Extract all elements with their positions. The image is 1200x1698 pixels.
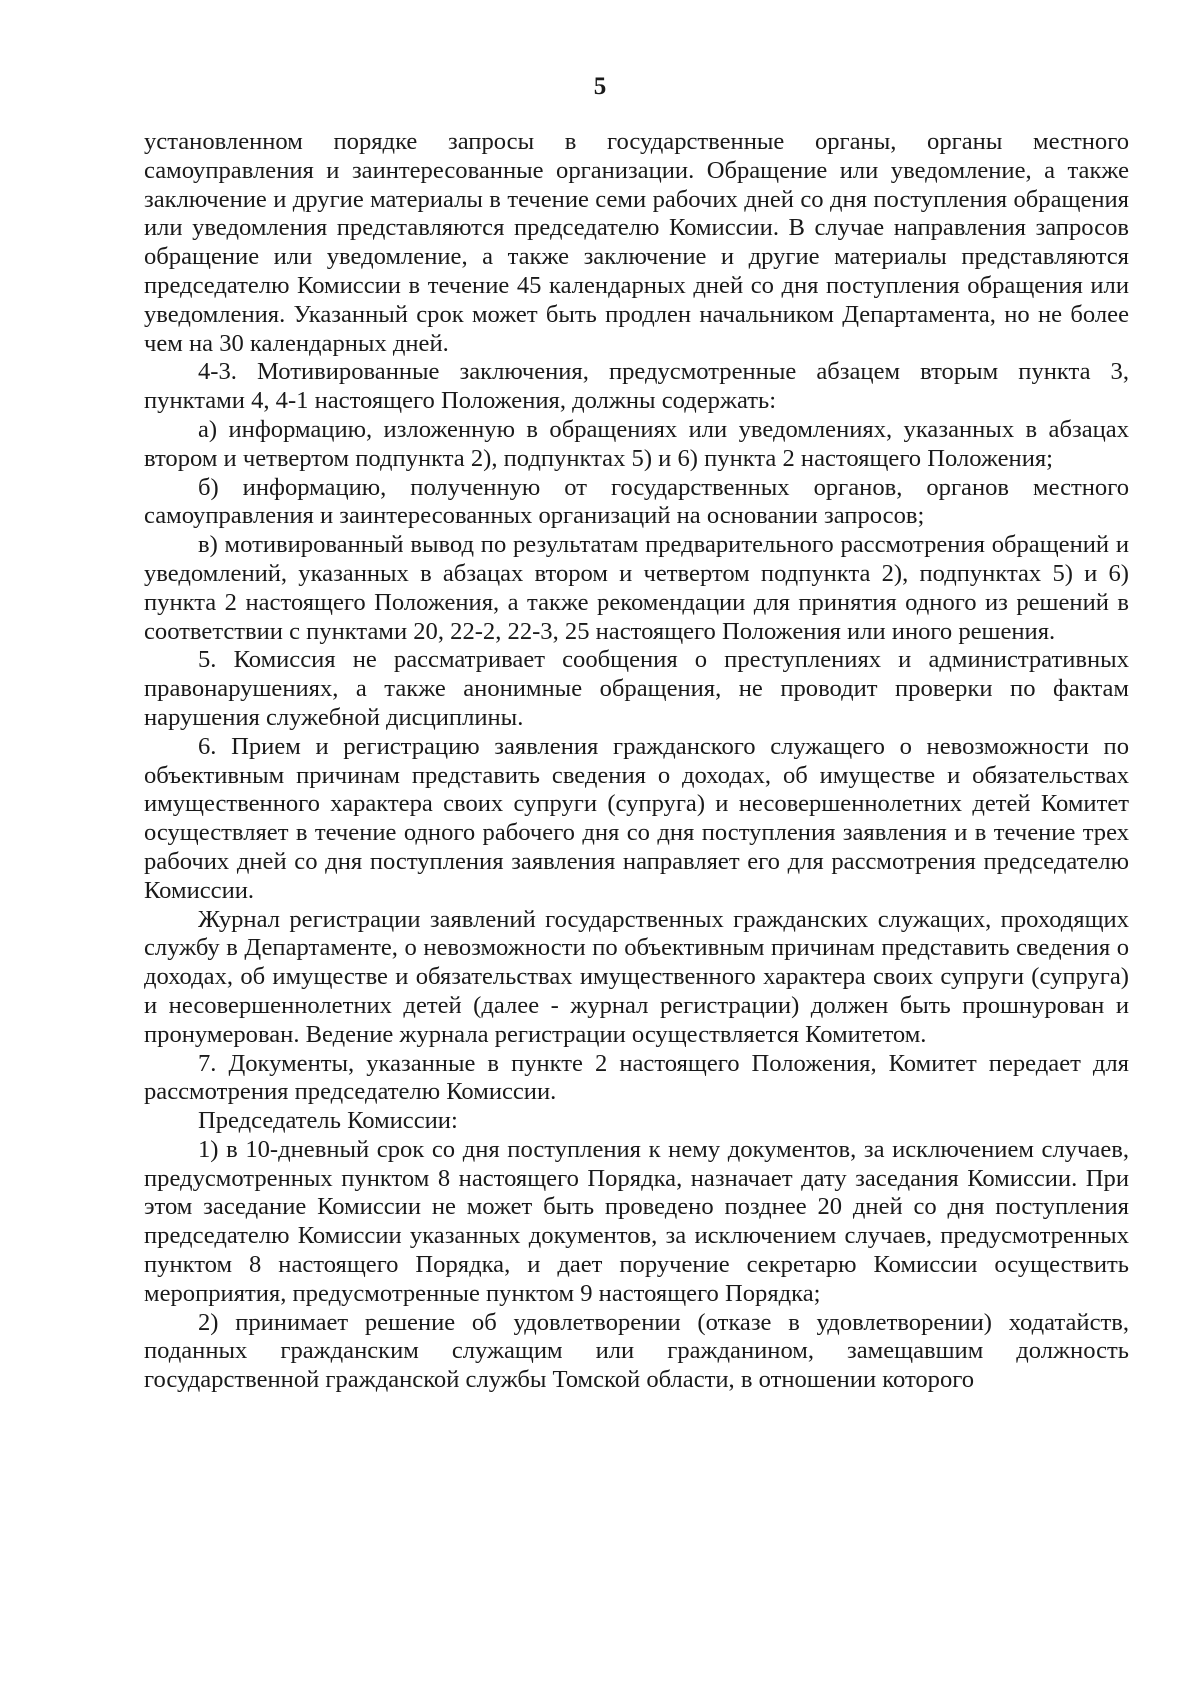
paragraph-7-item-2: 2) принимает решение об удовлетворении (отказе в удовлетворении) ходатайств, поданных гражданским служащим или гражданином, замещавшим должность государственной гражданской службы Томской области, в отношении которого: [144, 1308, 1129, 1394]
paragraph-4-3: 4-3. Мотивированные заключения, предусмотренные абзацем вторым пункта 3, пунктами 4, 4-1 настоящего Положения, должны содержать:: [144, 358, 1129, 415]
paragraph-7-chair: Председатель Комиссии:: [198, 1107, 458, 1135]
paragraph-4-3-a: а) информацию, изложенную в обращениях или уведомлениях, указанных в абзацах втором и четвертом подпункта 2), подпунктах 5) и 6) пункта 2 настоящего Положения;: [144, 415, 1129, 472]
paragraph-6: 6. Прием и регистрацию заявления гражданского служащего о невозможности по объективным причинам представить сведения о доходах, об имуществе и обязательствах имущественного характера своих супруги (супруга) и несовершеннолетних детей Комитет осуществляет в течение одного рабочего дня со дня поступления заявления и в течение трех рабочих дней со дня поступления заявления направляет его для рассмотрения председателю Комиссии.: [144, 732, 1129, 904]
page-number: 5: [593, 73, 607, 100]
paragraph-7-item-1: 1) в 10-дневный срок со дня поступления к нему документов, за исключением случаев, предусмотренных пунктом 8 настоящего Порядка, назначает дату заседания Комиссии. При этом заседание Комиссии не может быть проведено позднее 20 дней со дня поступления председателю Комиссии указанных документов, за исключением случаев, предусмотренных пунктом 8 настоящего Порядка, и дает поручение секретарю Комиссии осуществить мероприятия, предусмотренные пунктом 9 настоящего Порядка;: [144, 1135, 1129, 1307]
paragraph-continuation: установленном порядке запросы в государственные органы, органы местного самоуправления и заинтересованные организации. Обращение или уведомление, а также заключение и другие материалы в течение семи рабочих дней со дня поступления обращения или уведомления представляются председателю Комиссии. В случае направления запросов обращение или уведомление, а также заключение и другие материалы представляются председателю Комиссии в течение 45 календарных дней со дня поступления обращения или уведомления. Указанный срок может быть продлен начальником Департамента, но не более чем на 30 календарных дней.: [144, 128, 1129, 357]
paragraph-5: 5. Комиссия не рассматривает сообщения о преступлениях и административных правонарушениях, а также анонимные обращения, не проводит проверки по фактам нарушения служебной дисциплины.: [144, 646, 1129, 731]
paragraph-6-journal: Журнал регистрации заявлений государственных гражданских служащих, проходящих службу в Департаменте, о невозможности по объективным причинам представить сведения о доходах, об имуществе и обязательствах имущественного характера своих супруги (супруга) и несовершеннолетних детей (далее - журнал регистрации) должен быть прошнурован и пронумерован. Ведение журнала регистрации осуществляется Комитетом.: [144, 905, 1129, 1048]
paragraph-4-3-v: в) мотивированный вывод по результатам предварительного рассмотрения обращений и уведомлений, указанных в абзацах втором и четвертом подпункта 2), подпунктах 5) и 6) пункта 2 настоящего Положения, а также рекомендации для принятия одного из решений в соответствии с пунктами 20, 22-2, 22-3, 25 настоящего Положения или иного решения.: [144, 531, 1129, 645]
paragraph-7: 7. Документы, указанные в пункте 2 настоящего Положения, Комитет передает для рассмотрения председателю Комиссии.: [144, 1049, 1129, 1106]
paragraph-4-3-b: б) информацию, полученную от государственных органов, органов местного самоуправления и заинтересованных организаций на основании запросов;: [144, 473, 1129, 530]
document-body: [144, 128, 1129, 1395]
